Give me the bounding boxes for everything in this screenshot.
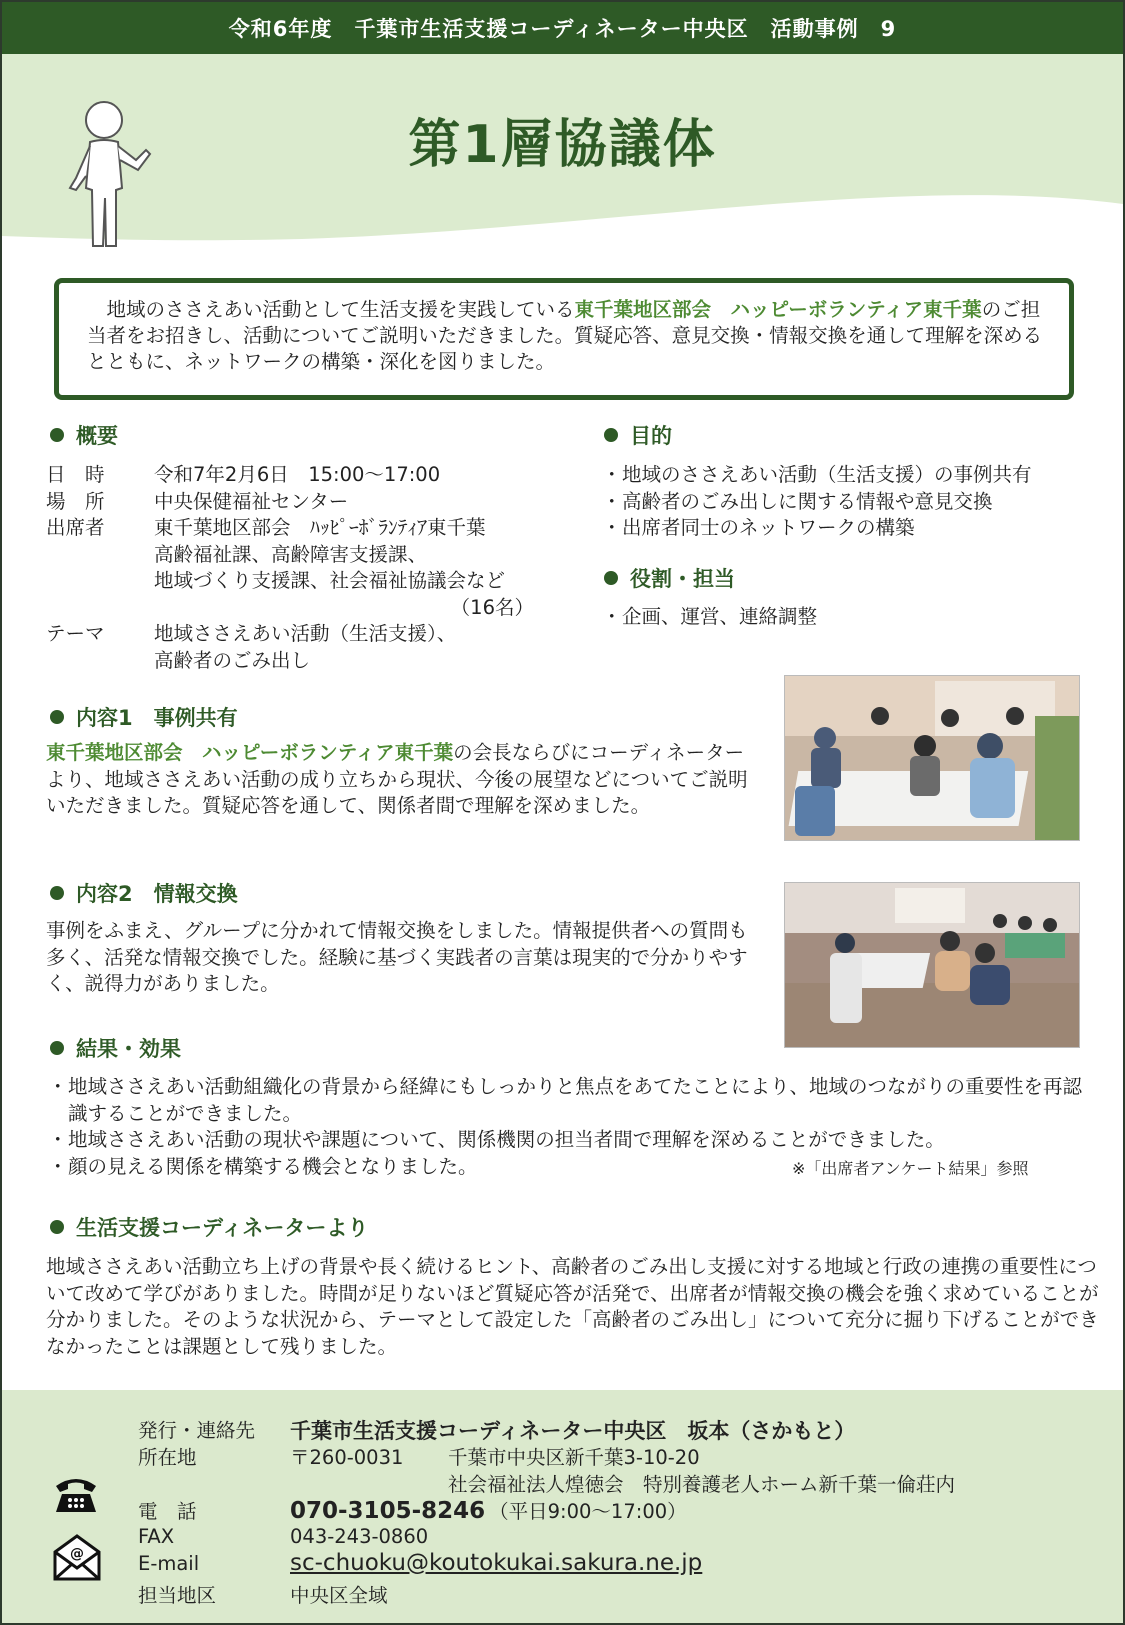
header-bar: 令和6年度 千葉市生活支援コーディネーター中央区 活動事例 9 (2, 2, 1123, 54)
publisher-row (138, 1415, 855, 1445)
purpose-list (602, 462, 1102, 542)
phone-hours: （平日9:00～17:00） (489, 1500, 687, 1523)
role-heading-label: 役割・担当 (630, 567, 735, 591)
attendees-line-1: 東千葉地区部会 ﾊｯﾋﾟｰﾎﾞﾗﾝﾃｨｱ東千葉 (154, 516, 486, 539)
theme-label: テーマ (46, 622, 105, 645)
role-list (602, 604, 1102, 631)
address-line-1: 千葉市中央区新千葉3-10-20 (448, 1446, 700, 1469)
intro-box (54, 278, 1074, 400)
area-row (138, 1580, 388, 1608)
theme-line-2: 高齢者のごみ出し (154, 648, 311, 672)
phone-row (138, 1496, 687, 1524)
address-row (138, 1442, 700, 1470)
bullet-dot-icon (604, 571, 618, 585)
publisher-label: 発行・連絡先 (138, 1419, 256, 1442)
content1-body: の会長ならびにコーディネーターより、地域ささえあい活動の成り立ちから現状、今後の展望などについてご説明いただきました。質疑応答を通して、関係者間で理解を深めました。 (46, 741, 748, 817)
bullet-dot-icon (604, 428, 618, 442)
content2-heading (50, 878, 238, 908)
content1-heading (50, 702, 238, 732)
survey-note: ※「出席者アンケート結果」参照 (792, 1159, 1029, 1178)
phone-label: 電 話 (138, 1500, 197, 1523)
overview-heading-label: 概要 (76, 424, 118, 448)
bullet-dot-icon (50, 886, 64, 900)
theme-line-1: 地域ささえあい活動（生活支援）、 (154, 622, 457, 645)
content2-text: 事例をふまえ、グループに分かれて情報交換をしました。情報提供者への質問も多く、活発な情報交換でした。経験に基づく実践者の言葉は現実的で分かりやすく、説得力がありました。 (46, 919, 748, 995)
fax-label: FAX (138, 1525, 175, 1548)
date-label: 日 時 (46, 463, 105, 486)
attendees-count: （16名） (450, 595, 534, 619)
attendees-label: 出席者 (46, 516, 105, 539)
intro-text-2: のご担当者をお招きし、活動についてご説明いただきました。質疑応答、意見交換・情報交換を通して理解を深めるとともに、ネットワークの構築・深化を図りました。 (87, 298, 1043, 373)
list-item: ・ 地域ささえあい活動組織化の背景から経緯にもしっかりと焦点をあてたことにより、地域のつながりの重要性を再認識することができました。 (48, 1074, 1088, 1127)
list-item: ・ 企画、運営、連絡調整 (602, 604, 1102, 631)
meeting-photo-1 (784, 675, 1080, 841)
list-item: ・ 地域のささえあい活動（生活支援）の事例共有 (602, 462, 1102, 489)
page-title: 第1層協議体 (408, 115, 717, 175)
telephone-icon (52, 1472, 100, 1518)
date-value: 令和7年2月6日 15:00～17:00 (154, 463, 441, 486)
fax-row (138, 1525, 428, 1548)
address-label: 所在地 (138, 1446, 197, 1469)
content2-heading-label: 内容2 情報交換 (76, 882, 238, 906)
email-row (138, 1550, 702, 1576)
purpose-heading-label: 目的 (630, 424, 672, 448)
address-line-2: 社会福祉法人煌徳会 特別養護老人ホーム新千葉一倫荘内 (448, 1473, 956, 1496)
coordinator-heading-label: 生活支援コーディネーターより (76, 1216, 369, 1240)
list-item: ・ 高齢者のごみ出しに関する情報や意見交換 (602, 489, 1102, 516)
results-heading-label: 結果・効果 (76, 1037, 181, 1061)
list-item: ・ 顔の見える関係を構築する機会となりました。 (48, 1154, 1088, 1181)
coordinator-heading (50, 1212, 368, 1242)
bullet-dot-icon (50, 428, 64, 442)
attendees-line-3: 地域づくり支援課、社会福祉協議会など (154, 569, 506, 592)
fax-value: 043-243-0860 (290, 1525, 429, 1548)
overview-table (46, 462, 566, 674)
mail-icon (52, 1532, 102, 1586)
area-value: 中央区全域 (290, 1584, 388, 1607)
content1-heading-label: 内容1 事例共有 (76, 706, 238, 730)
bullet-dot-icon (50, 1041, 64, 1055)
attendees-line-2: 高齢福祉課、高齢障害支援課、 (154, 542, 428, 566)
email-link[interactable]: sc-chuoku@koutokukai.sakura.ne.jp (290, 1550, 703, 1576)
content1-text (46, 740, 752, 820)
list-item: ・ 出席者同士のネットワークの構築 (602, 515, 1102, 542)
phone-value[interactable]: 070-3105-8246 (290, 1498, 486, 1524)
place-label: 場 所 (46, 489, 105, 513)
address-zip: 〒260-0031 (290, 1446, 404, 1469)
overview-heading (50, 420, 118, 450)
bullet-dot-icon (50, 710, 64, 724)
intro-text-1: 地域のささえあい活動として生活支援を実践している (87, 298, 575, 321)
email-label: E-mail (138, 1552, 200, 1575)
address-row-2 (448, 1469, 955, 1497)
intro-highlight: 東千葉地区部会 ハッピーボランティア東千葉 (574, 298, 982, 321)
meeting-photo-2 (784, 882, 1080, 1048)
area-label: 担当地区 (138, 1584, 217, 1607)
place-value: 中央保健福祉センター (154, 489, 349, 513)
list-item: ・ 地域ささえあい活動の現状や課題について、関係機関の担当者間で理解を深めることができました。 (48, 1127, 1088, 1154)
bullet-dot-icon (50, 1220, 64, 1234)
publisher-value: 千葉市生活支援コーディネーター中央区 坂本（さかもと） (290, 1419, 856, 1443)
svg-text:@: @ (70, 1546, 84, 1562)
role-heading (604, 563, 735, 593)
content1-highlight: 東千葉地区部会 ハッピーボランティア東千葉 (46, 741, 454, 764)
coordinator-text: 地域ささえあい活動立ち上げの背景や長く続けるヒント、高齢者のごみ出し支援に対する地域と行政の連携の重要性について改めて学びがありました。時間が足りないほど質疑応答が活発で、出席者が情報交換の機会を強く求めていることが分かりました。そのような状況から、テーマとして設定した「高齢者のごみ出し」について充分に掘り下げることができなかったことは課題として残りました。 (46, 1255, 1099, 1358)
hero-banner (2, 54, 1123, 254)
results-heading (50, 1033, 181, 1063)
purpose-heading (604, 420, 672, 450)
